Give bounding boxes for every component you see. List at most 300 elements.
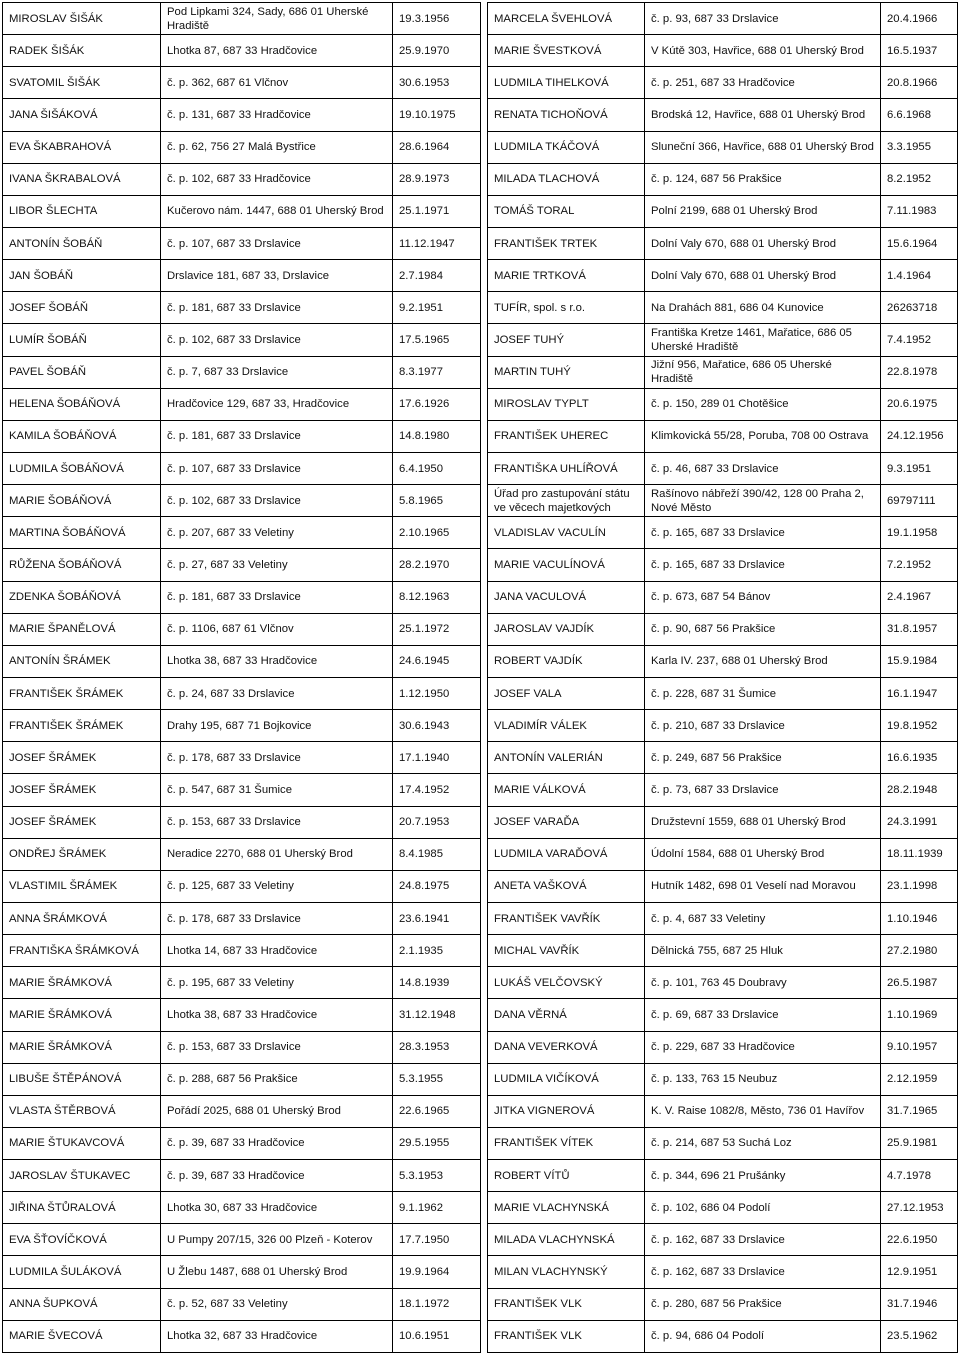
owner-address-cell: Jižní 956, Mařatice, 686 05 Uherské Hradiště	[645, 356, 881, 388]
owner-birthdate-cell: 2.10.1965	[393, 517, 481, 549]
table-row	[488, 388, 958, 420]
owner-name-cell: FRANTIŠEK VLK	[488, 1288, 645, 1320]
owner-birthdate-cell: 2.7.1984	[393, 260, 481, 292]
owner-address-cell: č. p. 229, 687 33 Hradčovice	[645, 1031, 881, 1063]
owner-address-cell: Na Drahách 881, 686 04 Kunovice	[645, 292, 881, 324]
owner-address-cell: č. p. 94, 686 04 Podolí	[645, 1320, 881, 1352]
table-row	[488, 677, 958, 709]
owner-name-cell: MIROSLAV TYPLT	[488, 388, 645, 420]
owner-name-cell: JOSEF VARAĎA	[488, 806, 645, 838]
owner-birthdate-cell: 24.6.1945	[393, 645, 481, 677]
owner-name-cell: JAROSLAV ŠTUKAVEC	[3, 1160, 161, 1192]
owner-birthdate-cell: 26263718	[881, 292, 958, 324]
table-row	[488, 1320, 958, 1352]
owner-address-cell: Františka Kretze 1461, Mařatice, 686 05 Uherské Hradiště	[645, 324, 881, 356]
owner-address-cell: č. p. 125, 687 33 Veletiny	[161, 870, 393, 902]
owner-birthdate-cell: 8.2.1952	[881, 163, 958, 195]
table-row	[488, 838, 958, 870]
owner-birthdate-cell: 25.9.1981	[881, 1127, 958, 1159]
owner-name-cell: VLASTIMIL ŠRÁMEK	[3, 870, 161, 902]
owner-address-cell: č. p. 62, 756 27 Malá Bystřice	[161, 131, 393, 163]
owner-birthdate-cell: 8.12.1963	[393, 581, 481, 613]
table-row	[3, 3, 481, 35]
owner-address-cell: Pod Lipkami 324, Sady, 686 01 Uherské Hradiště	[161, 3, 393, 35]
owners-table-left-body	[3, 3, 481, 1353]
owner-address-cell: č. p. 90, 687 56 Prakšice	[645, 613, 881, 645]
table-row	[488, 260, 958, 292]
owner-name-cell: MARIE VÁLKOVÁ	[488, 774, 645, 806]
owner-address-cell: Lhotka 38, 687 33 Hradčovice	[161, 645, 393, 677]
owner-name-cell: RENATA TICHOŇOVÁ	[488, 99, 645, 131]
owner-address-cell: č. p. 207, 687 33 Veletiny	[161, 517, 393, 549]
owner-name-cell: FRANTIŠEK VLK	[488, 1320, 645, 1352]
owner-name-cell: ROBERT VAJDÍK	[488, 645, 645, 677]
table-row	[3, 227, 481, 259]
owner-birthdate-cell: 5.3.1955	[393, 1063, 481, 1095]
table-row	[488, 485, 958, 517]
table-row	[488, 1095, 958, 1127]
owner-address-cell: Pořádí 2025, 688 01 Uherský Brod	[161, 1095, 393, 1127]
owner-birthdate-cell: 19.9.1964	[393, 1256, 481, 1288]
table-row	[3, 742, 481, 774]
table-row	[488, 67, 958, 99]
owners-table-right	[487, 2, 958, 1353]
table-row	[3, 67, 481, 99]
owner-birthdate-cell: 14.8.1939	[393, 967, 481, 999]
table-row	[3, 260, 481, 292]
owner-name-cell: Úřad pro zastupování státu ve věcech majetkových	[488, 485, 645, 517]
owner-name-cell: MARIE ŠVECOVÁ	[3, 1320, 161, 1352]
owner-birthdate-cell: 9.10.1957	[881, 1031, 958, 1063]
owner-birthdate-cell: 17.6.1926	[393, 388, 481, 420]
table-row	[488, 613, 958, 645]
owner-birthdate-cell: 3.3.1955	[881, 131, 958, 163]
owner-name-cell: MARIE ŠRÁMKOVÁ	[3, 999, 161, 1031]
owner-name-cell: JITKA VIGNEROVÁ	[488, 1095, 645, 1127]
owner-address-cell: č. p. 46, 687 33 Drslavice	[645, 452, 881, 484]
owner-birthdate-cell: 20.6.1975	[881, 388, 958, 420]
table-row	[3, 1224, 481, 1256]
table-row	[488, 420, 958, 452]
table-row	[488, 1224, 958, 1256]
owner-birthdate-cell: 27.2.1980	[881, 935, 958, 967]
owner-birthdate-cell: 18.11.1939	[881, 838, 958, 870]
owner-birthdate-cell: 19.3.1956	[393, 3, 481, 35]
table-row	[488, 131, 958, 163]
owner-address-cell: Polní 2199, 688 01 Uherský Brod	[645, 195, 881, 227]
table-row	[3, 549, 481, 581]
owner-address-cell: Karla IV. 237, 688 01 Uherský Brod	[645, 645, 881, 677]
table-row	[3, 838, 481, 870]
owner-address-cell: č. p. 162, 687 33 Drslavice	[645, 1256, 881, 1288]
owner-birthdate-cell: 8.3.1977	[393, 356, 481, 388]
owner-name-cell: LUMÍR ŠOBÁŇ	[3, 324, 161, 356]
owner-name-cell: JOSEF ŠOBÁŇ	[3, 292, 161, 324]
owner-address-cell: Rašínovo nábřeží 390/42, 128 00 Praha 2, Nové Město	[645, 485, 881, 517]
owner-name-cell: MILADA VLACHYNSKÁ	[488, 1224, 645, 1256]
owner-name-cell: LUDMILA VIČÍKOVÁ	[488, 1063, 645, 1095]
table-row	[488, 1127, 958, 1159]
owner-address-cell: Sluneční 366, Havřice, 688 01 Uherský Brod	[645, 131, 881, 163]
table-row	[3, 581, 481, 613]
owner-address-cell: č. p. 153, 687 33 Drslavice	[161, 1031, 393, 1063]
owner-address-cell: č. p. 107, 687 33 Drslavice	[161, 452, 393, 484]
owner-name-cell: FRANTIŠEK ŠRÁMEK	[3, 677, 161, 709]
owner-birthdate-cell: 27.12.1953	[881, 1192, 958, 1224]
owner-birthdate-cell: 31.7.1965	[881, 1095, 958, 1127]
owner-birthdate-cell: 16.1.1947	[881, 677, 958, 709]
table-row	[488, 292, 958, 324]
owner-address-cell: č. p. 69, 687 33 Drslavice	[645, 999, 881, 1031]
owner-name-cell: VLADIMÍR VÁLEK	[488, 710, 645, 742]
table-row	[3, 292, 481, 324]
owner-address-cell: č. p. 153, 687 33 Drslavice	[161, 806, 393, 838]
owner-birthdate-cell: 26.5.1987	[881, 967, 958, 999]
owner-address-cell: Lhotka 87, 687 33 Hradčovice	[161, 35, 393, 67]
owner-address-cell: č. p. 27, 687 33 Veletiny	[161, 549, 393, 581]
owner-name-cell: MARIE VLACHYNSKÁ	[488, 1192, 645, 1224]
owner-birthdate-cell: 17.1.1940	[393, 742, 481, 774]
table-row	[3, 870, 481, 902]
owner-address-cell: č. p. 39, 687 33 Hradčovice	[161, 1127, 393, 1159]
owner-address-cell: Hutník 1482, 698 01 Veselí nad Moravou	[645, 870, 881, 902]
owner-name-cell: MILAN VLACHYNSKÝ	[488, 1256, 645, 1288]
table-row	[488, 356, 958, 388]
owner-name-cell: LIBUŠE ŠTĚPÁNOVÁ	[3, 1063, 161, 1095]
owner-address-cell: Lhotka 32, 687 33 Hradčovice	[161, 1320, 393, 1352]
owner-birthdate-cell: 22.6.1950	[881, 1224, 958, 1256]
owner-birthdate-cell: 17.4.1952	[393, 774, 481, 806]
owner-birthdate-cell: 17.5.1965	[393, 324, 481, 356]
owner-birthdate-cell: 15.9.1984	[881, 645, 958, 677]
table-row	[488, 227, 958, 259]
table-row	[488, 1192, 958, 1224]
owner-birthdate-cell: 1.12.1950	[393, 677, 481, 709]
owner-address-cell: Kučerovo nám. 1447, 688 01 Uherský Brod	[161, 195, 393, 227]
table-row	[488, 645, 958, 677]
owner-birthdate-cell: 31.12.1948	[393, 999, 481, 1031]
owner-birthdate-cell: 30.6.1953	[393, 67, 481, 99]
owner-birthdate-cell: 19.1.1958	[881, 517, 958, 549]
owner-birthdate-cell: 10.6.1951	[393, 1320, 481, 1352]
owner-name-cell: MARIE ŠRÁMKOVÁ	[3, 967, 161, 999]
owner-address-cell: č. p. 251, 687 33 Hradčovice	[645, 67, 881, 99]
table-row	[488, 902, 958, 934]
owner-name-cell: DANA VEVERKOVÁ	[488, 1031, 645, 1063]
owner-name-cell: LUKÁŠ VELČOVSKÝ	[488, 967, 645, 999]
owner-address-cell: č. p. 102, 687 33 Drslavice	[161, 485, 393, 517]
owner-address-cell: V Kútě 303, Havřice, 688 01 Uherský Brod	[645, 35, 881, 67]
owner-birthdate-cell: 1.10.1969	[881, 999, 958, 1031]
table-row	[3, 195, 481, 227]
table-row	[3, 35, 481, 67]
table-row	[3, 1160, 481, 1192]
owner-name-cell: KAMILA ŠOBÁŇOVÁ	[3, 420, 161, 452]
owner-birthdate-cell: 28.2.1948	[881, 774, 958, 806]
owner-birthdate-cell: 20.8.1966	[881, 67, 958, 99]
owner-address-cell: č. p. 133, 763 15 Neubuz	[645, 1063, 881, 1095]
owner-birthdate-cell: 15.6.1964	[881, 227, 958, 259]
owner-name-cell: RADEK ŠIŠÁK	[3, 35, 161, 67]
owner-birthdate-cell: 18.1.1972	[393, 1288, 481, 1320]
owner-address-cell: č. p. 39, 687 33 Hradčovice	[161, 1160, 393, 1192]
owner-name-cell: MARIE ŠPANĚLOVÁ	[3, 613, 161, 645]
owner-name-cell: JOSEF ŠRÁMEK	[3, 806, 161, 838]
owner-birthdate-cell: 19.10.1975	[393, 99, 481, 131]
owner-name-cell: EVA ŠKABRAHOVÁ	[3, 131, 161, 163]
owner-birthdate-cell: 22.8.1978	[881, 356, 958, 388]
owner-address-cell: č. p. 52, 687 33 Veletiny	[161, 1288, 393, 1320]
owner-birthdate-cell: 6.6.1968	[881, 99, 958, 131]
owner-address-cell: č. p. 673, 687 54 Bánov	[645, 581, 881, 613]
table-row	[488, 870, 958, 902]
owner-address-cell: č. p. 249, 687 56 Prakšice	[645, 742, 881, 774]
owner-name-cell: ANNA ŠUPKOVÁ	[3, 1288, 161, 1320]
owner-name-cell: LUDMILA ŠULÁKOVÁ	[3, 1256, 161, 1288]
owner-name-cell: ONDŘEJ ŠRÁMEK	[3, 838, 161, 870]
owner-birthdate-cell: 12.9.1951	[881, 1256, 958, 1288]
table-row	[488, 3, 958, 35]
owner-address-cell: Lhotka 14, 687 33 Hradčovice	[161, 935, 393, 967]
owner-name-cell: FRANTIŠKA UHLÍŘOVÁ	[488, 452, 645, 484]
owner-name-cell: FRANTIŠEK TRTEK	[488, 227, 645, 259]
owner-birthdate-cell: 25.9.1970	[393, 35, 481, 67]
owner-address-cell: č. p. 102, 686 04 Podolí	[645, 1192, 881, 1224]
owner-birthdate-cell: 25.1.1972	[393, 613, 481, 645]
owner-name-cell: RŮŽENA ŠOBÁŇOVÁ	[3, 549, 161, 581]
owner-name-cell: JAROSLAV VAJDÍK	[488, 613, 645, 645]
owner-name-cell: TOMÁŠ TORAL	[488, 195, 645, 227]
owner-address-cell: č. p. 107, 687 33 Drslavice	[161, 227, 393, 259]
table-row	[488, 806, 958, 838]
owner-address-cell: č. p. 214, 687 53 Suchá Loz	[645, 1127, 881, 1159]
owner-address-cell: č. p. 150, 289 01 Chotěšice	[645, 388, 881, 420]
owner-address-cell: č. p. 124, 687 56 Prakšice	[645, 163, 881, 195]
owner-address-cell: Drahy 195, 687 71 Bojkovice	[161, 710, 393, 742]
owner-birthdate-cell: 7.4.1952	[881, 324, 958, 356]
owner-name-cell: LIBOR ŠLECHTA	[3, 195, 161, 227]
owner-address-cell: Dělnická 755, 687 25 Hluk	[645, 935, 881, 967]
owner-birthdate-cell: 8.4.1985	[393, 838, 481, 870]
owner-name-cell: JIŘINA ŠTŮRALOVÁ	[3, 1192, 161, 1224]
owner-address-cell: č. p. 165, 687 33 Drslavice	[645, 549, 881, 581]
owner-name-cell: MARTINA ŠOBÁŇOVÁ	[3, 517, 161, 549]
table-row	[3, 388, 481, 420]
owner-name-cell: FRANTIŠKA ŠRÁMKOVÁ	[3, 935, 161, 967]
owner-address-cell: K. V. Raise 1082/8, Město, 736 01 Havířov	[645, 1095, 881, 1127]
owner-birthdate-cell: 28.3.1953	[393, 1031, 481, 1063]
table-row	[3, 1095, 481, 1127]
owner-address-cell: Hradčovice 129, 687 33, Hradčovice	[161, 388, 393, 420]
table-row	[3, 902, 481, 934]
table-row	[3, 452, 481, 484]
table-row	[3, 324, 481, 356]
table-row	[3, 613, 481, 645]
table-row	[3, 967, 481, 999]
owners-table-right-body	[488, 3, 958, 1353]
table-row	[3, 131, 481, 163]
owner-birthdate-cell: 19.8.1952	[881, 710, 958, 742]
owner-birthdate-cell: 69797111	[881, 485, 958, 517]
owner-name-cell: PAVEL ŠOBÁŇ	[3, 356, 161, 388]
table-row	[3, 517, 481, 549]
owner-name-cell: IVANA ŠKRABALOVÁ	[3, 163, 161, 195]
table-row	[3, 420, 481, 452]
owner-name-cell: LUDMILA VARAĎOVÁ	[488, 838, 645, 870]
owner-address-cell: č. p. 7, 687 33 Drslavice	[161, 356, 393, 388]
owner-address-cell: Družstevní 1559, 688 01 Uherský Brod	[645, 806, 881, 838]
owner-address-cell: č. p. 24, 687 33 Drslavice	[161, 677, 393, 709]
owner-birthdate-cell: 9.2.1951	[393, 292, 481, 324]
owner-address-cell: č. p. 288, 687 56 Prakšice	[161, 1063, 393, 1095]
table-row	[3, 1063, 481, 1095]
owner-name-cell: MARIE ŠTUKAVCOVÁ	[3, 1127, 161, 1159]
owner-birthdate-cell: 23.1.1998	[881, 870, 958, 902]
table-row	[3, 163, 481, 195]
owner-name-cell: DANA VĚRNÁ	[488, 999, 645, 1031]
owner-address-cell: č. p. 195, 687 33 Veletiny	[161, 967, 393, 999]
owner-birthdate-cell: 24.8.1975	[393, 870, 481, 902]
owner-address-cell: č. p. 101, 763 45 Doubravy	[645, 967, 881, 999]
owner-address-cell: Klimkovická 55/28, Poruba, 708 00 Ostrava	[645, 420, 881, 452]
owner-address-cell: č. p. 165, 687 33 Drslavice	[645, 517, 881, 549]
owner-birthdate-cell: 1.4.1964	[881, 260, 958, 292]
owner-address-cell: č. p. 1106, 687 61 Vlčnov	[161, 613, 393, 645]
owner-name-cell: MARIE ŠRÁMKOVÁ	[3, 1031, 161, 1063]
owner-name-cell: ANETA VAŠKOVÁ	[488, 870, 645, 902]
owner-name-cell: TUFÍR, spol. s r.o.	[488, 292, 645, 324]
owner-birthdate-cell: 31.8.1957	[881, 613, 958, 645]
owner-name-cell: LUDMILA ŠOBÁŇOVÁ	[3, 452, 161, 484]
owner-name-cell: JANA ŠIŠÁKOVÁ	[3, 99, 161, 131]
owner-address-cell: U Pumpy 207/15, 326 00 Plzeň - Koterov	[161, 1224, 393, 1256]
owner-name-cell: LUDMILA TKÁČOVÁ	[488, 131, 645, 163]
owner-birthdate-cell: 7.11.1983	[881, 195, 958, 227]
owner-name-cell: MARCELA ŠVEHLOVÁ	[488, 3, 645, 35]
table-row	[488, 581, 958, 613]
table-row	[488, 35, 958, 67]
table-row	[3, 356, 481, 388]
table-row	[488, 774, 958, 806]
owner-birthdate-cell: 31.7.1946	[881, 1288, 958, 1320]
owner-birthdate-cell: 16.5.1937	[881, 35, 958, 67]
owner-address-cell: č. p. 178, 687 33 Drslavice	[161, 902, 393, 934]
owner-birthdate-cell: 7.2.1952	[881, 549, 958, 581]
owner-name-cell: LUDMILA TIHELKOVÁ	[488, 67, 645, 99]
owner-address-cell: č. p. 4, 687 33 Veletiny	[645, 902, 881, 934]
table-row	[488, 1063, 958, 1095]
table-row	[488, 935, 958, 967]
table-row	[488, 742, 958, 774]
owner-name-cell: EVA ŠŤOVÍČKOVÁ	[3, 1224, 161, 1256]
owners-table-left	[2, 2, 481, 1353]
owner-name-cell: JOSEF ŠRÁMEK	[3, 742, 161, 774]
owner-birthdate-cell: 4.7.1978	[881, 1160, 958, 1192]
table-row	[488, 1031, 958, 1063]
owner-address-cell: č. p. 344, 696 21 Prušánky	[645, 1160, 881, 1192]
table-row	[488, 324, 958, 356]
table-row	[488, 549, 958, 581]
table-row	[3, 806, 481, 838]
owner-birthdate-cell: 23.5.1962	[881, 1320, 958, 1352]
owner-address-cell: č. p. 280, 687 56 Prakšice	[645, 1288, 881, 1320]
table-row	[3, 1192, 481, 1224]
table-row	[3, 645, 481, 677]
owner-birthdate-cell: 30.6.1943	[393, 710, 481, 742]
owner-address-cell: č. p. 181, 687 33 Drslavice	[161, 581, 393, 613]
owner-birthdate-cell: 11.12.1947	[393, 227, 481, 259]
owner-birthdate-cell: 23.6.1941	[393, 902, 481, 934]
table-row	[488, 1256, 958, 1288]
owner-name-cell: ANTONÍN VALERIÁN	[488, 742, 645, 774]
owner-address-cell: č. p. 181, 687 33 Drslavice	[161, 420, 393, 452]
owner-name-cell: FRANTIŠEK UHEREC	[488, 420, 645, 452]
table-row	[488, 452, 958, 484]
owner-birthdate-cell: 9.3.1951	[881, 452, 958, 484]
owner-address-cell: Lhotka 30, 687 33 Hradčovice	[161, 1192, 393, 1224]
owner-birthdate-cell: 1.10.1946	[881, 902, 958, 934]
owner-name-cell: SVATOMIL ŠIŠÁK	[3, 67, 161, 99]
table-row	[3, 677, 481, 709]
owner-address-cell: č. p. 131, 687 33 Hradčovice	[161, 99, 393, 131]
owner-birthdate-cell: 5.3.1953	[393, 1160, 481, 1192]
owner-name-cell: JANA VACULOVÁ	[488, 581, 645, 613]
owner-address-cell: č. p. 181, 687 33 Drslavice	[161, 292, 393, 324]
owner-address-cell: Brodská 12, Havřice, 688 01 Uherský Brod	[645, 99, 881, 131]
table-row	[3, 710, 481, 742]
owner-birthdate-cell: 28.9.1973	[393, 163, 481, 195]
owner-name-cell: FRANTIŠEK ŠRÁMEK	[3, 710, 161, 742]
table-row	[488, 967, 958, 999]
owner-address-cell: č. p. 73, 687 33 Drslavice	[645, 774, 881, 806]
owner-name-cell: JOSEF TUHÝ	[488, 324, 645, 356]
owner-name-cell: MILADA TLACHOVÁ	[488, 163, 645, 195]
owner-address-cell: č. p. 102, 687 33 Drslavice	[161, 324, 393, 356]
table-row	[488, 1160, 958, 1192]
owner-name-cell: ANNA ŠRÁMKOVÁ	[3, 902, 161, 934]
table-row	[488, 999, 958, 1031]
owner-address-cell: č. p. 362, 687 61 Vlčnov	[161, 67, 393, 99]
table-row	[488, 517, 958, 549]
owner-name-cell: MARIE TRTKOVÁ	[488, 260, 645, 292]
table-row	[3, 935, 481, 967]
owner-birthdate-cell: 16.6.1935	[881, 742, 958, 774]
owner-name-cell: ANTONÍN ŠRÁMEK	[3, 645, 161, 677]
table-row	[3, 999, 481, 1031]
owner-name-cell: MARIE ŠOBÁŇOVÁ	[3, 485, 161, 517]
owner-birthdate-cell: 28.2.1970	[393, 549, 481, 581]
table-row	[488, 99, 958, 131]
owner-birthdate-cell: 20.7.1953	[393, 806, 481, 838]
owner-address-cell: č. p. 102, 687 33 Hradčovice	[161, 163, 393, 195]
owner-name-cell: MARIE VACULÍNOVÁ	[488, 549, 645, 581]
owner-address-cell: č. p. 93, 687 33 Drslavice	[645, 3, 881, 35]
table-row	[488, 195, 958, 227]
owner-name-cell: FRANTIŠEK VAVŘÍK	[488, 902, 645, 934]
owner-birthdate-cell: 28.6.1964	[393, 131, 481, 163]
owner-birthdate-cell: 24.3.1991	[881, 806, 958, 838]
owner-name-cell: HELENA ŠOBÁŇOVÁ	[3, 388, 161, 420]
owner-birthdate-cell: 9.1.1962	[393, 1192, 481, 1224]
owner-birthdate-cell: 20.4.1966	[881, 3, 958, 35]
table-row	[488, 710, 958, 742]
owner-birthdate-cell: 24.12.1956	[881, 420, 958, 452]
table-row	[488, 163, 958, 195]
owner-address-cell: č. p. 178, 687 33 Drslavice	[161, 742, 393, 774]
owner-name-cell: MARTIN TUHÝ	[488, 356, 645, 388]
owner-birthdate-cell: 2.12.1959	[881, 1063, 958, 1095]
owner-name-cell: MARIE ŠVESTKOVÁ	[488, 35, 645, 67]
